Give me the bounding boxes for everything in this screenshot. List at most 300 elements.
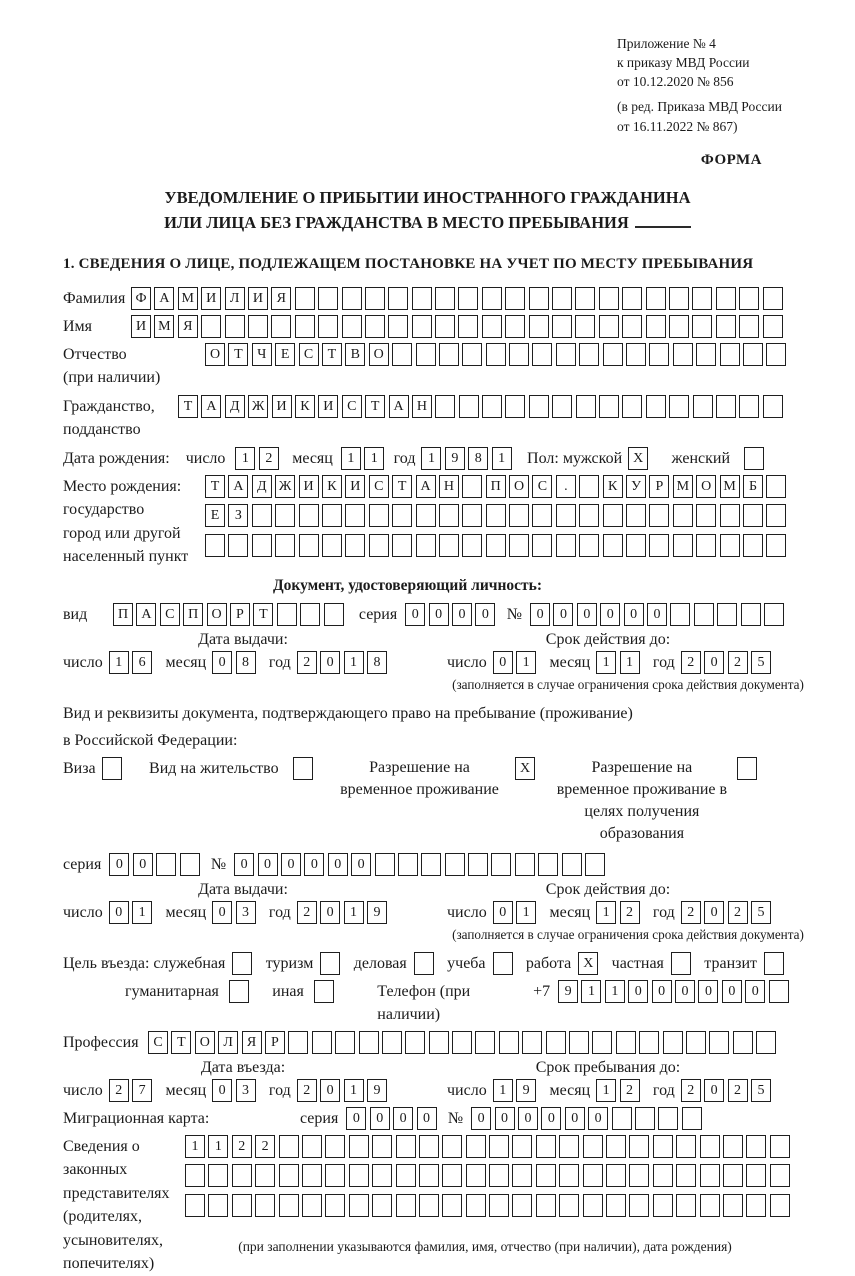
box-cell[interactable]: А [416, 475, 436, 498]
box-cell[interactable] [392, 534, 412, 557]
box-cell[interactable] [692, 315, 712, 338]
box-cell[interactable]: X [515, 757, 535, 780]
box-cell[interactable] [556, 343, 576, 366]
box-cell[interactable]: О [205, 343, 225, 366]
box-cell[interactable]: 0 [328, 853, 348, 876]
box-cell[interactable] [369, 534, 389, 557]
box-cell[interactable]: 0 [704, 1079, 724, 1102]
box-cell[interactable]: 2 [728, 901, 748, 924]
box-cell[interactable]: 0 [577, 603, 597, 626]
box-cell[interactable] [392, 504, 412, 527]
box-cell[interactable]: Р [265, 1031, 285, 1054]
box-cell[interactable] [616, 1031, 636, 1054]
box-cell[interactable]: С [342, 395, 362, 418]
box-cell[interactable] [694, 603, 714, 626]
box-cell[interactable]: С [160, 603, 180, 626]
permit-issue-month-boxes[interactable] [212, 901, 259, 924]
box-cell[interactable]: 2 [297, 651, 317, 674]
box-cell[interactable] [529, 287, 549, 310]
box-cell[interactable]: Р [649, 475, 669, 498]
box-cell[interactable] [639, 1031, 659, 1054]
box-cell[interactable] [653, 1164, 673, 1187]
box-cell[interactable] [552, 395, 572, 418]
birthplace-boxes-line3[interactable] [205, 534, 790, 557]
purpose-private-checkbox[interactable] [671, 952, 694, 975]
box-cell[interactable] [663, 1031, 683, 1054]
box-cell[interactable] [349, 1164, 369, 1187]
representatives-boxes-line3[interactable] [185, 1194, 793, 1217]
box-cell[interactable]: 0 [652, 980, 672, 1003]
box-cell[interactable]: В [345, 343, 365, 366]
box-cell[interactable] [509, 534, 529, 557]
name-boxes[interactable] [131, 315, 786, 338]
box-cell[interactable] [579, 343, 599, 366]
stay-day-boxes[interactable] [493, 1079, 540, 1102]
box-cell[interactable]: 0 [212, 1079, 232, 1102]
box-cell[interactable]: С [532, 475, 552, 498]
box-cell[interactable]: 0 [346, 1107, 366, 1130]
box-cell[interactable]: 2 [232, 1135, 252, 1158]
box-cell[interactable] [439, 504, 459, 527]
box-cell[interactable] [185, 1194, 205, 1217]
box-cell[interactable] [255, 1194, 275, 1217]
box-cell[interactable]: 2 [620, 901, 640, 924]
box-cell[interactable] [709, 1031, 729, 1054]
box-cell[interactable]: 0 [624, 603, 644, 626]
doc-valid-day-boxes[interactable] [493, 651, 540, 674]
box-cell[interactable] [743, 343, 763, 366]
box-cell[interactable]: 9 [367, 901, 387, 924]
box-cell[interactable]: О [207, 603, 227, 626]
box-cell[interactable] [462, 475, 482, 498]
box-cell[interactable]: Н [412, 395, 432, 418]
box-cell[interactable]: Р [230, 603, 250, 626]
box-cell[interactable] [275, 504, 295, 527]
box-cell[interactable] [696, 534, 716, 557]
box-cell[interactable] [770, 1164, 790, 1187]
box-cell[interactable] [720, 534, 740, 557]
permit-valid-day-boxes[interactable] [493, 901, 540, 924]
box-cell[interactable]: 1 [208, 1135, 228, 1158]
box-cell[interactable] [629, 1164, 649, 1187]
box-cell[interactable] [505, 315, 525, 338]
box-cell[interactable] [733, 1031, 753, 1054]
box-cell[interactable] [482, 395, 502, 418]
box-cell[interactable] [559, 1164, 579, 1187]
box-cell[interactable] [716, 315, 736, 338]
box-cell[interactable]: 2 [297, 901, 317, 924]
box-cell[interactable] [475, 1031, 495, 1054]
box-cell[interactable]: 1 [492, 447, 512, 470]
box-cell[interactable]: К [603, 475, 623, 498]
box-cell[interactable]: М [720, 475, 740, 498]
box-cell[interactable] [271, 315, 291, 338]
box-cell[interactable] [489, 1194, 509, 1217]
box-cell[interactable] [673, 504, 693, 527]
box-cell[interactable]: 0 [320, 1079, 340, 1102]
box-cell[interactable] [575, 287, 595, 310]
box-cell[interactable] [349, 1194, 369, 1217]
box-cell[interactable] [766, 343, 786, 366]
box-cell[interactable] [468, 853, 488, 876]
phone-boxes[interactable] [558, 980, 792, 1003]
box-cell[interactable]: Т [392, 475, 412, 498]
box-cell[interactable] [739, 287, 759, 310]
box-cell[interactable]: 1 [364, 447, 384, 470]
box-cell[interactable]: 0 [493, 901, 513, 924]
citizenship-boxes[interactable] [178, 395, 786, 418]
box-cell[interactable]: 1 [596, 651, 616, 674]
box-cell[interactable] [536, 1194, 556, 1217]
stay-year-boxes[interactable] [681, 1079, 775, 1102]
box-cell[interactable] [452, 1031, 472, 1054]
box-cell[interactable]: 1 [109, 651, 129, 674]
box-cell[interactable]: 3 [236, 901, 256, 924]
box-cell[interactable] [673, 534, 693, 557]
entry-year-boxes[interactable] [297, 1079, 391, 1102]
box-cell[interactable]: А [154, 287, 174, 310]
permit-series-boxes[interactable] [109, 853, 203, 876]
box-cell[interactable] [676, 1135, 696, 1158]
dob-day-boxes[interactable] [235, 447, 282, 470]
box-cell[interactable] [723, 1194, 743, 1217]
box-cell[interactable] [509, 504, 529, 527]
box-cell[interactable]: 5 [751, 651, 771, 674]
box-cell[interactable] [372, 1164, 392, 1187]
box-cell[interactable]: Ч [252, 343, 272, 366]
box-cell[interactable]: 0 [320, 651, 340, 674]
box-cell[interactable] [414, 952, 434, 975]
box-cell[interactable]: П [486, 475, 506, 498]
box-cell[interactable] [536, 1135, 556, 1158]
box-cell[interactable] [279, 1194, 299, 1217]
box-cell[interactable] [764, 603, 784, 626]
box-cell[interactable] [435, 287, 455, 310]
box-cell[interactable] [562, 853, 582, 876]
box-cell[interactable] [592, 1031, 612, 1054]
box-cell[interactable]: Н [439, 475, 459, 498]
box-cell[interactable] [405, 1031, 425, 1054]
box-cell[interactable] [419, 1164, 439, 1187]
sex-male-checkbox[interactable] [628, 447, 651, 470]
box-cell[interactable] [606, 1135, 626, 1158]
box-cell[interactable] [185, 1164, 205, 1187]
box-cell[interactable] [392, 343, 412, 366]
box-cell[interactable]: 2 [109, 1079, 129, 1102]
box-cell[interactable] [322, 534, 342, 557]
dob-year-boxes[interactable] [421, 447, 515, 470]
box-cell[interactable] [769, 980, 789, 1003]
box-cell[interactable] [466, 1164, 486, 1187]
box-cell[interactable] [692, 287, 712, 310]
box-cell[interactable] [512, 1194, 532, 1217]
box-cell[interactable]: . [556, 475, 576, 498]
box-cell[interactable] [359, 1031, 379, 1054]
box-cell[interactable] [603, 504, 623, 527]
box-cell[interactable]: А [201, 395, 221, 418]
box-cell[interactable] [696, 343, 716, 366]
box-cell[interactable] [766, 475, 786, 498]
box-cell[interactable] [569, 1031, 589, 1054]
box-cell[interactable] [649, 343, 669, 366]
box-cell[interactable] [325, 1194, 345, 1217]
box-cell[interactable]: 0 [722, 980, 742, 1003]
box-cell[interactable] [556, 534, 576, 557]
box-cell[interactable]: 0 [600, 603, 620, 626]
box-cell[interactable]: К [295, 395, 315, 418]
box-cell[interactable] [575, 315, 595, 338]
migration-number-boxes[interactable] [471, 1107, 705, 1130]
box-cell[interactable] [716, 395, 736, 418]
box-cell[interactable]: У [626, 475, 646, 498]
box-cell[interactable] [295, 287, 315, 310]
box-cell[interactable] [489, 1164, 509, 1187]
box-cell[interactable] [515, 853, 535, 876]
box-cell[interactable] [529, 315, 549, 338]
box-cell[interactable] [412, 315, 432, 338]
box-cell[interactable] [512, 1135, 532, 1158]
box-cell[interactable]: Е [275, 343, 295, 366]
box-cell[interactable] [538, 853, 558, 876]
box-cell[interactable] [626, 534, 646, 557]
box-cell[interactable] [671, 952, 691, 975]
box-cell[interactable] [388, 315, 408, 338]
box-cell[interactable] [201, 315, 221, 338]
box-cell[interactable] [229, 980, 249, 1003]
box-cell[interactable]: П [113, 603, 133, 626]
doc-type-boxes[interactable] [113, 603, 347, 626]
box-cell[interactable] [622, 315, 642, 338]
box-cell[interactable] [536, 1164, 556, 1187]
box-cell[interactable]: И [131, 315, 151, 338]
box-cell[interactable] [612, 1107, 632, 1130]
box-cell[interactable]: Л [218, 1031, 238, 1054]
box-cell[interactable] [686, 1031, 706, 1054]
box-cell[interactable] [277, 603, 297, 626]
box-cell[interactable]: 0 [745, 980, 765, 1003]
box-cell[interactable]: А [389, 395, 409, 418]
box-cell[interactable] [255, 1164, 275, 1187]
box-cell[interactable] [700, 1194, 720, 1217]
box-cell[interactable] [739, 395, 759, 418]
doc-series-boxes[interactable] [405, 603, 499, 626]
box-cell[interactable] [669, 287, 689, 310]
box-cell[interactable]: 0 [417, 1107, 437, 1130]
box-cell[interactable] [770, 1135, 790, 1158]
doc-valid-year-boxes[interactable] [681, 651, 775, 674]
profession-boxes[interactable] [148, 1031, 780, 1054]
box-cell[interactable] [232, 1194, 252, 1217]
box-cell[interactable] [458, 315, 478, 338]
box-cell[interactable] [766, 534, 786, 557]
box-cell[interactable] [770, 1194, 790, 1217]
box-cell[interactable]: 9 [445, 447, 465, 470]
box-cell[interactable]: Я [271, 287, 291, 310]
box-cell[interactable] [764, 952, 784, 975]
box-cell[interactable] [676, 1194, 696, 1217]
box-cell[interactable]: П [183, 603, 203, 626]
box-cell[interactable] [746, 1194, 766, 1217]
dob-month-boxes[interactable] [341, 447, 388, 470]
box-cell[interactable] [673, 343, 693, 366]
box-cell[interactable]: 0 [530, 603, 550, 626]
box-cell[interactable]: М [178, 287, 198, 310]
box-cell[interactable]: 0 [452, 603, 472, 626]
box-cell[interactable] [512, 1164, 532, 1187]
box-cell[interactable] [416, 343, 436, 366]
box-cell[interactable]: 1 [344, 1079, 364, 1102]
box-cell[interactable] [180, 853, 200, 876]
box-cell[interactable]: 2 [681, 901, 701, 924]
visa-checkbox[interactable] [102, 757, 125, 780]
doc-issue-year-boxes[interactable] [297, 651, 391, 674]
purpose-other-checkbox[interactable] [314, 980, 337, 1003]
box-cell[interactable] [669, 395, 689, 418]
box-cell[interactable]: 0 [628, 980, 648, 1003]
box-cell[interactable]: 0 [493, 651, 513, 674]
box-cell[interactable] [396, 1194, 416, 1217]
box-cell[interactable] [763, 287, 783, 310]
box-cell[interactable] [717, 603, 737, 626]
box-cell[interactable] [419, 1135, 439, 1158]
box-cell[interactable] [552, 315, 572, 338]
box-cell[interactable]: 0 [234, 853, 254, 876]
box-cell[interactable] [345, 534, 365, 557]
box-cell[interactable] [205, 534, 225, 557]
box-cell[interactable] [653, 1194, 673, 1217]
box-cell[interactable] [579, 504, 599, 527]
box-cell[interactable]: 5 [751, 901, 771, 924]
box-cell[interactable]: 1 [421, 447, 441, 470]
permit-valid-year-boxes[interactable] [681, 901, 775, 924]
box-cell[interactable] [388, 287, 408, 310]
box-cell[interactable] [505, 287, 525, 310]
box-cell[interactable] [372, 1135, 392, 1158]
box-cell[interactable] [349, 1135, 369, 1158]
box-cell[interactable] [723, 1135, 743, 1158]
box-cell[interactable]: 0 [304, 853, 324, 876]
box-cell[interactable] [466, 1135, 486, 1158]
box-cell[interactable] [416, 504, 436, 527]
box-cell[interactable] [252, 504, 272, 527]
representatives-boxes-line1[interactable] [185, 1135, 793, 1158]
box-cell[interactable] [396, 1164, 416, 1187]
box-cell[interactable]: С [299, 343, 319, 366]
box-cell[interactable] [279, 1135, 299, 1158]
box-cell[interactable]: 2 [297, 1079, 317, 1102]
box-cell[interactable] [299, 504, 319, 527]
box-cell[interactable]: 2 [259, 447, 279, 470]
box-cell[interactable] [646, 287, 666, 310]
box-cell[interactable]: 2 [255, 1135, 275, 1158]
box-cell[interactable] [682, 1107, 702, 1130]
box-cell[interactable] [442, 1164, 462, 1187]
box-cell[interactable] [669, 315, 689, 338]
migration-series-boxes[interactable] [346, 1107, 440, 1130]
box-cell[interactable] [442, 1194, 462, 1217]
box-cell[interactable]: 9 [558, 980, 578, 1003]
box-cell[interactable] [486, 504, 506, 527]
box-cell[interactable] [445, 853, 465, 876]
box-cell[interactable] [599, 287, 619, 310]
box-cell[interactable]: 0 [495, 1107, 515, 1130]
box-cell[interactable]: М [673, 475, 693, 498]
box-cell[interactable] [509, 343, 529, 366]
box-cell[interactable]: 1 [344, 901, 364, 924]
box-cell[interactable] [626, 343, 646, 366]
box-cell[interactable]: 1 [235, 447, 255, 470]
box-cell[interactable] [720, 343, 740, 366]
box-cell[interactable]: И [345, 475, 365, 498]
box-cell[interactable] [552, 287, 572, 310]
box-cell[interactable]: 1 [132, 901, 152, 924]
box-cell[interactable]: 0 [212, 651, 232, 674]
box-cell[interactable]: 0 [320, 901, 340, 924]
box-cell[interactable] [324, 603, 344, 626]
box-cell[interactable] [739, 315, 759, 338]
box-cell[interactable]: О [696, 475, 716, 498]
rvp-checkbox[interactable] [515, 757, 538, 780]
box-cell[interactable] [462, 343, 482, 366]
box-cell[interactable] [606, 1164, 626, 1187]
stay-month-boxes[interactable] [596, 1079, 643, 1102]
box-cell[interactable]: 0 [258, 853, 278, 876]
entry-month-boxes[interactable] [212, 1079, 259, 1102]
box-cell[interactable]: К [322, 475, 342, 498]
box-cell[interactable] [646, 315, 666, 338]
box-cell[interactable]: 0 [475, 603, 495, 626]
box-cell[interactable]: Б [743, 475, 763, 498]
box-cell[interactable] [345, 504, 365, 527]
box-cell[interactable]: Т [205, 475, 225, 498]
box-cell[interactable] [763, 315, 783, 338]
box-cell[interactable]: Т [365, 395, 385, 418]
box-cell[interactable] [342, 287, 362, 310]
sex-female-checkbox[interactable] [744, 447, 767, 470]
purpose-business-checkbox[interactable] [414, 952, 437, 975]
box-cell[interactable] [546, 1031, 566, 1054]
box-cell[interactable] [579, 534, 599, 557]
box-cell[interactable] [302, 1164, 322, 1187]
box-cell[interactable] [635, 1107, 655, 1130]
box-cell[interactable]: 0 [109, 853, 129, 876]
box-cell[interactable]: И [299, 475, 319, 498]
box-cell[interactable] [744, 447, 764, 470]
box-cell[interactable]: М [154, 315, 174, 338]
box-cell[interactable]: И [248, 287, 268, 310]
box-cell[interactable] [398, 853, 418, 876]
box-cell[interactable] [228, 534, 248, 557]
box-cell[interactable]: 0 [370, 1107, 390, 1130]
box-cell[interactable]: 0 [647, 603, 667, 626]
box-cell[interactable]: 2 [681, 1079, 701, 1102]
box-cell[interactable] [459, 395, 479, 418]
purpose-transit-checkbox[interactable] [764, 952, 787, 975]
box-cell[interactable] [225, 315, 245, 338]
box-cell[interactable]: 8 [468, 447, 488, 470]
box-cell[interactable]: 1 [493, 1079, 513, 1102]
box-cell[interactable]: И [318, 395, 338, 418]
box-cell[interactable] [429, 1031, 449, 1054]
box-cell[interactable] [649, 504, 669, 527]
box-cell[interactable]: Ф [131, 287, 151, 310]
box-cell[interactable] [489, 1135, 509, 1158]
box-cell[interactable]: 2 [681, 651, 701, 674]
purpose-work-checkbox[interactable] [578, 952, 601, 975]
box-cell[interactable]: 1 [620, 651, 640, 674]
box-cell[interactable]: 0 [133, 853, 153, 876]
box-cell[interactable]: 6 [132, 651, 152, 674]
